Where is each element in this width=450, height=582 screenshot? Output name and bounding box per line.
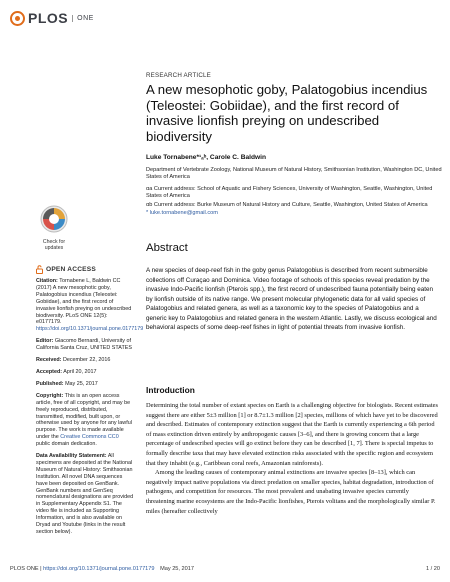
data-availability-label: Data Availability Statement: <box>36 453 107 460</box>
abstract-text: A new species of deep-reef fish in the goby genus Palatogobius is described from recent submersible collections off Curaçao and Dominica. Video footage of schools of this species reveal predation by the invasive Indo-Pacific lionfish (Pterois spp.), the first record of undescribed fauna potentially being eaten by lionfish outside of its native range. We present molecular phylogenetic data for all valid species of Palatogobius and related genera, as well as a taxonomic key to the species of Palatogobius and a generic key to Palatogobius and related genera in the western Atlantic. Lastly, we discuss ecological and behavioral aspects of some deep-reef fishes in light of potential threats from invasive lionfish. <box>146 267 437 331</box>
editor-text: Giacomo Bernardi, University of California Santa Cruz, UNITED STATES <box>36 338 132 352</box>
published-label: Published: <box>36 380 64 387</box>
published-date: May 25, 2017 <box>65 380 98 387</box>
intro-paragraph-2: Among the leading causes of contemporary animal extinctions are invasive species [8–13], which can negatively impact native populations via direct predation on smaller species, habitat degradation, introduction of pathogens, and competition for resources. The most prevalent and unabating invasive species currently threatening marine ecosystems are the Indo-Pacific lionfishes, Pterois volitans and the morphologically similar P. miles (hereafter collectively <box>146 469 436 515</box>
footer-citation: PLOS ONE | https://doi.org/10.1371/journal.pone.0177179 May 25, 2017 <box>10 566 194 572</box>
article-title: A new mesophotic goby, Palatogobius incendius (Teleostei: Gobiidae), and the first record of invasive lionfish preying on undescribed biodiversity <box>146 82 428 144</box>
open-access-badge <box>36 265 96 274</box>
open-lock-icon <box>36 265 43 274</box>
plos-logo-icon <box>10 11 25 26</box>
plos-logo[interactable] <box>10 10 94 26</box>
affiliation-primary: Department of Vertebrate Zoology, National Museum of Natural History, Smithsonian Institution, Washington DC, United States of America <box>146 167 442 181</box>
corresponding-email[interactable]: * luke.tornabene@gmail.com <box>146 210 218 217</box>
intro-paragraph-1: Determining the total number of extant species on Earth is a challenging objective for biologists. Recent estimates suggest there are either 5±3 million [1] or 8.7±1.3 million [2] species, millions of which have yet to be discovered and described. Estimates of contemporary extinction suggest that the Earth is currently experiencing a 6th period of mass extinction driven entirely by anthropogenic causes [3–6], and there is growing concern that a large percentage of undescribed species will go extinct before they can be described [1, 7]. There is special impetus to formally describe taxa that may have elevated extinction risks associated with the specific region and ecosystem that they inhabit (e.g., Caribbean coral reefs, Amazonian rainforests). <box>146 402 438 467</box>
affiliation-current-b: αb Current address: Burke Museum of Natural History and Culture, Seattle, Washington, United States of America <box>146 201 428 208</box>
received-date: December 22, 2016 <box>62 357 111 364</box>
received-block <box>36 357 134 364</box>
article-metadata <box>36 278 144 541</box>
article-type: RESEARCH ARTICLE <box>146 72 211 79</box>
author-list: Luke Tornabene*¹ₐᵇ, Carole C. Baldwin <box>146 154 266 161</box>
copyright-label: Copyright: <box>36 392 64 399</box>
copyright-block <box>36 393 134 448</box>
affiliations <box>146 167 442 221</box>
published-block <box>36 381 134 388</box>
cc0-link[interactable]: Creative Commons CC0 <box>60 434 119 441</box>
data-availability-block <box>36 453 134 536</box>
affiliation-current-a: αa Current address: School of Aquatic and Fishery Sciences, University of Washington, Seattle, Washington, United States of America <box>146 185 433 200</box>
footer-date: May 25, 2017 <box>160 566 194 572</box>
received-label: Received: <box>36 357 62 364</box>
plos-logo-text: PLOS <box>28 10 69 26</box>
footer-journal: PLOS ONE <box>10 566 39 572</box>
footer-doi-link[interactable]: https://doi.org/10.1371/journal.pone.0177179 <box>43 566 155 572</box>
introduction-body <box>146 401 438 516</box>
page-number: 1 / 20 <box>426 566 440 572</box>
page-footer <box>10 566 440 575</box>
open-access-label: OPEN ACCESS <box>46 266 96 273</box>
editor-block <box>36 338 134 352</box>
crossmark-icon <box>39 204 69 234</box>
abstract-heading: Abstract <box>146 242 188 254</box>
copyright-end: public domain dedication. <box>36 441 97 448</box>
citation-text: Tornabene L, Baldwin CC (2017) A new mesophotic goby, Palatogobius incendius (Teleostei: Gobiidae), and the first record of invasive lionfish preying on undescribed biodiversity. PLoS ONE 12(5): e0177179. <box>36 278 132 326</box>
accepted-label: Accepted: <box>36 368 63 375</box>
citation-label: Citation: <box>36 278 58 284</box>
copyright-text: This is an open access article, free of all copyright, and may be freely reproduced, distributed, transmitted, modified, built upon, or otherwise used by anyone for any lawful purpose. The work is made available under the <box>36 392 132 441</box>
citation-block <box>36 278 144 333</box>
crossmark-badge[interactable] <box>36 204 72 251</box>
data-availability-text: All specimens are deposited at the National Museum of Natural History: Smithsonian Institution. All novel DNA sequences have been deposited on GenBank. GenBank numbers and GenSeq nomenclatural designations are provided in Supplementary Appendix S1. The video file is included as Supporting Information, and is also available on Dryad and Youtube (links in the result section below). <box>36 453 134 535</box>
accepted-block <box>36 369 134 376</box>
accepted-date: April 20, 2017 <box>63 368 97 375</box>
journal-name: ONE <box>72 15 94 22</box>
introduction-heading: Introduction <box>146 385 195 395</box>
citation-doi-link[interactable]: https://doi.org/10.1371/journal.pone.0177179 <box>36 326 144 333</box>
crossmark-label: Check for updates <box>42 239 66 251</box>
editor-label: Editor: <box>36 338 54 345</box>
